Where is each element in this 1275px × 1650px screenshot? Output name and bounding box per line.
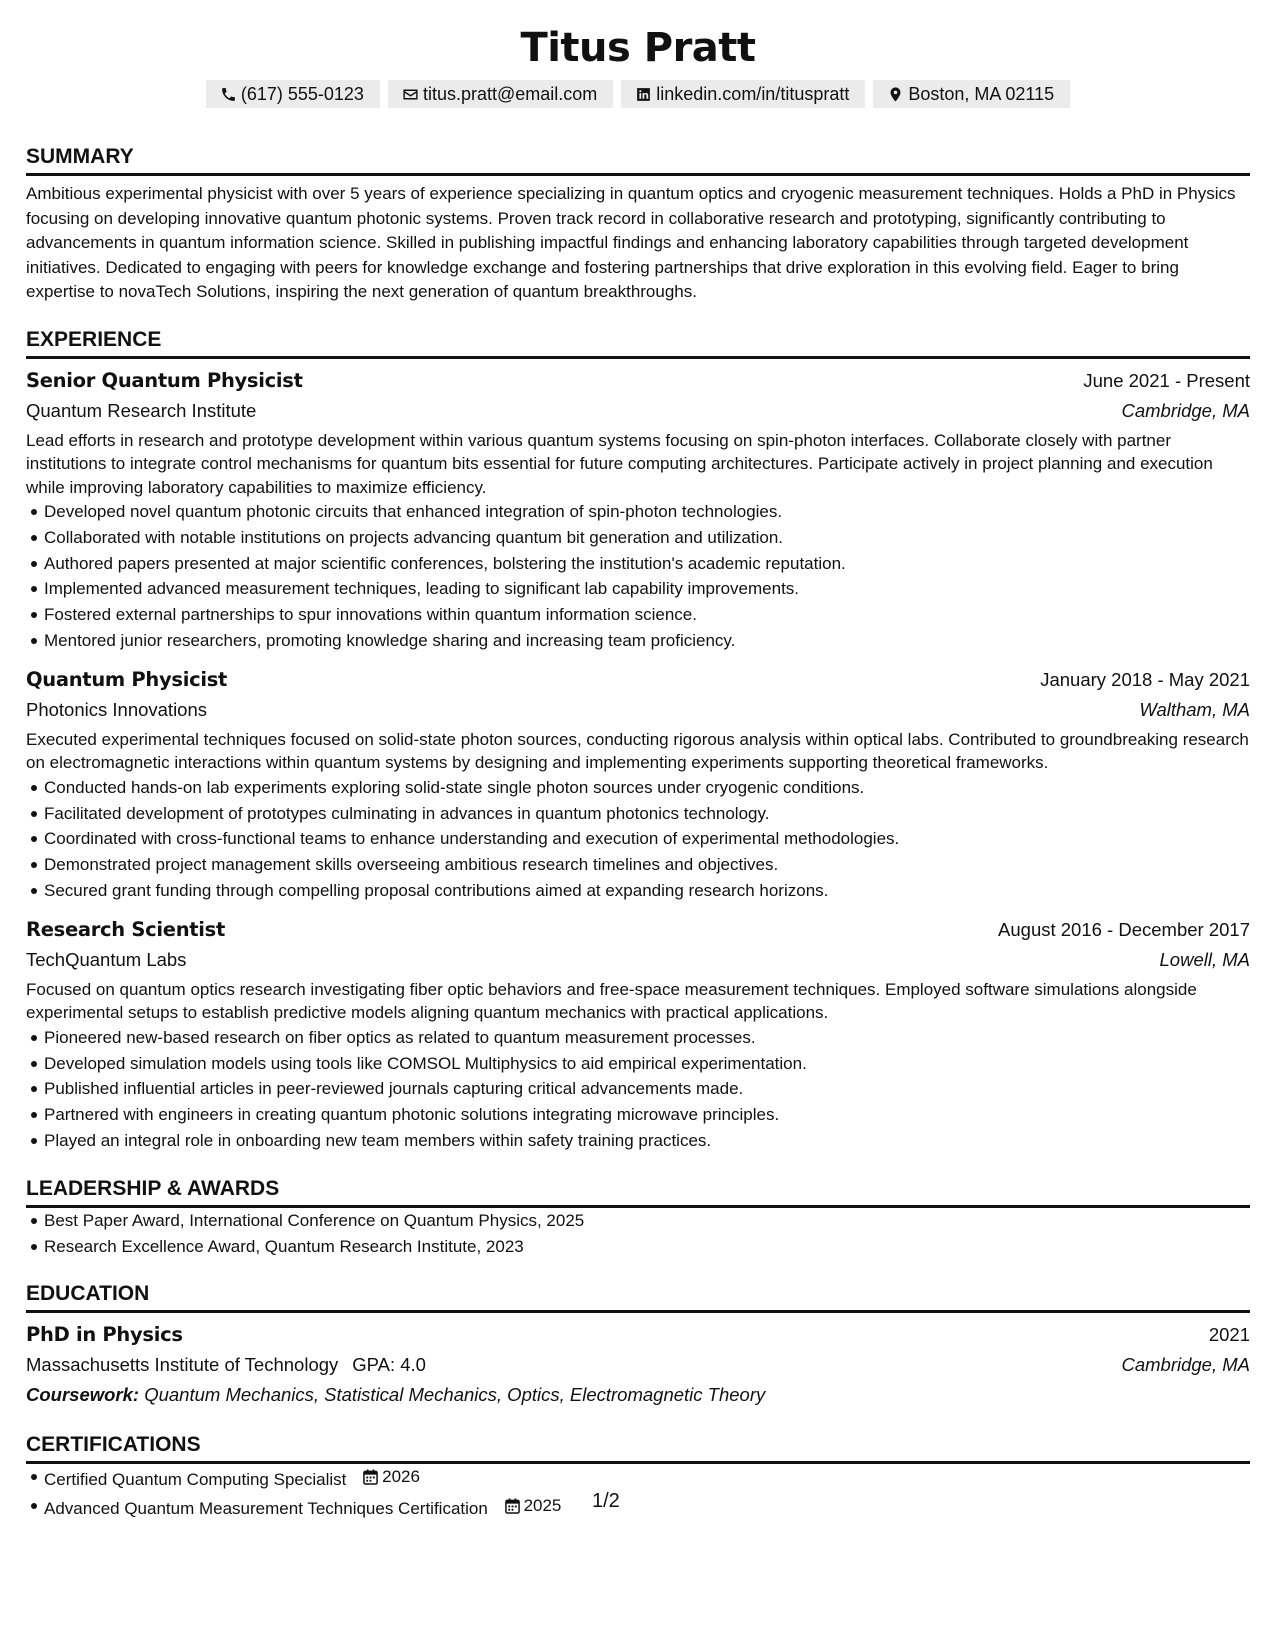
- awards-heading: LEADERSHIP & AWARDS: [26, 1176, 1250, 1208]
- certification-name: Advanced Quantum Measurement Techniques Certification: [44, 1498, 488, 1518]
- certifications-list: [26, 1464, 1250, 1521]
- awards-section: [26, 1176, 1250, 1260]
- job-title: Senior Quantum Physicist: [26, 368, 303, 392]
- job-entry: [26, 914, 1250, 1154]
- list-item: Played an integral role in onboarding new team members within safety training practices.: [44, 1128, 1250, 1154]
- experience-section: [26, 327, 1250, 1154]
- contact-phone-text: (617) 555-0123: [240, 83, 364, 104]
- job-entry: [26, 664, 1250, 904]
- envelope-icon: [402, 86, 419, 103]
- calendar-icon: [363, 1469, 378, 1485]
- list-item: Secured grant funding through compelling proposal contributions aimed at expanding research horizons.: [44, 878, 1250, 904]
- education-heading: EDUCATION: [26, 1281, 1250, 1313]
- job-bullets: [26, 499, 1250, 654]
- coursework-list: Quantum Mechanics, Statistical Mechanics, Optics, Electromagnetic Theory: [144, 1384, 766, 1406]
- job-description: Focused on quantum optics research investigating fiber optic behaviors and free-space measurement techniques. Employed software simulations alongside experimental setups to establish predictive models aligning quantum mechanics with practical applications.: [26, 979, 1197, 1023]
- coursework: [26, 1380, 1250, 1410]
- linkedin-icon: [635, 86, 652, 103]
- job-company: Photonics Innovations: [26, 698, 208, 720]
- job-entry: [26, 365, 1250, 654]
- contact-bar: [26, 80, 1250, 108]
- contact-phone[interactable]: [206, 80, 380, 108]
- calendar-icon: [505, 1498, 520, 1514]
- education-entry: [26, 1319, 1250, 1410]
- summary-text: Ambitious experimental physicist with over 5 years of experience specializing in quantum optics and cryogenic measurement techniques. Holds a PhD in Physics focusing on developing innovative quantum photonic systems. Proven track record in collaborative research and prototyping, significantly contributing to advancements in quantum information science. Skilled in publishing impactful findings and enhancing laboratory capabilities through targeted development initiatives. Dedicated to engaging with peers for knowledge exchange and fostering partnerships that drive exploration in this evolving field. Eager to bring expertise to novaTech Solutions, inspiring the next generation of quantum breakthroughs.: [26, 184, 1236, 301]
- certification-name: Certified Quantum Computing Specialist: [44, 1470, 347, 1490]
- contact-email-text: titus.pratt@email.com: [422, 83, 598, 104]
- list-item: Conducted hands-on lab experiments exploring solid-state single photon sources under cryogenic conditions.: [44, 775, 1250, 801]
- job-dates: January 2018 - May 2021: [1040, 668, 1250, 690]
- list-item: Research Excellence Award, Quantum Research Institute, 2023: [44, 1234, 1250, 1260]
- summary-section: [26, 144, 1250, 305]
- list-item: Mentored junior researchers, promoting knowledge sharing and increasing team proficiency.: [44, 628, 1250, 654]
- job-description: Executed experimental techniques focused on solid-state photon sources, conducting rigorous analysis within optical labs. Contributed to groundbreaking research on electromagnetic interactions within quantum systems by designing and implementing experiments supporting theoretical frameworks.: [26, 729, 1249, 773]
- list-item: Demonstrated project management skills overseeing ambitious research timelines and objectives.: [44, 852, 1250, 878]
- experience-heading: EXPERIENCE: [26, 327, 1250, 359]
- education-section: [26, 1281, 1250, 1410]
- job-location: Lowell, MA: [1159, 948, 1250, 970]
- list-item: Fostered external partnerships to spur innovations within quantum information science.: [44, 602, 1250, 628]
- contact-email[interactable]: [388, 80, 613, 108]
- list-item: Developed simulation models using tools like COMSOL Multiphysics to aid empirical experimentation.: [44, 1051, 1250, 1077]
- job-title: Quantum Physicist: [26, 667, 228, 691]
- list-item: Published influential articles in peer-reviewed journals capturing critical advancements made.: [44, 1076, 1250, 1102]
- certification-date: 2025: [523, 1496, 562, 1516]
- list-item: Implemented advanced measurement techniques, leading to significant lab capability improvements.: [44, 576, 1250, 602]
- graduation-year: 2021: [1208, 1324, 1250, 1346]
- job-location: Waltham, MA: [1139, 698, 1250, 720]
- list-item: Developed novel quantum photonic circuits that enhanced integration of spin-photon technologies.: [44, 499, 1250, 525]
- contact-location-text: Boston, MA 02115: [908, 83, 1055, 104]
- school-name: Massachusetts Institute of Technology: [26, 1354, 339, 1376]
- list-item: [44, 1493, 1250, 1522]
- list-item: Authored papers presented at major scientific conferences, bolstering the institution's academic reputation.: [44, 551, 1250, 577]
- list-item: Collaborated with notable institutions on projects advancing quantum bit generation and utilization.: [44, 525, 1250, 551]
- job-company: TechQuantum Labs: [26, 948, 187, 970]
- list-item: Best Paper Award, International Conference on Quantum Physics, 2025: [44, 1208, 1250, 1234]
- list-item: Pioneered new-based research on fiber optics as related to quantum measurement processes.: [44, 1025, 1250, 1051]
- list-item: Partnered with engineers in creating quantum photonic solutions integrating microwave principles.: [44, 1102, 1250, 1128]
- coursework-label: Coursework:: [26, 1384, 140, 1406]
- summary-heading: SUMMARY: [26, 144, 1250, 176]
- phone-icon: [220, 86, 237, 103]
- candidate-name: Titus Pratt: [520, 25, 756, 71]
- job-dates: August 2016 - December 2017: [998, 918, 1250, 940]
- degree: PhD in Physics: [26, 1323, 183, 1347]
- job-description: Lead efforts in research and prototype development within various quantum systems focusing on spin-photon interfaces. Collaborate closely with partner institutions to integrate control mechanisms for quantum bits essential for future computing architectures. Participate actively in project planning and execution while improving laboratory capabilities to maximize efficiency.: [26, 430, 1213, 497]
- job-location: Cambridge, MA: [1121, 399, 1250, 421]
- awards-list: [26, 1208, 1250, 1260]
- gpa: GPA: 4.0: [352, 1354, 426, 1376]
- page-number: 1/2: [592, 1490, 620, 1512]
- map-pin-icon: [887, 86, 904, 103]
- contact-linkedin-text: linkedin.com/in/tituspratt: [656, 83, 850, 104]
- certifications-heading: CERTIFICATIONS: [26, 1432, 1250, 1464]
- job-title: Research Scientist: [26, 917, 226, 941]
- certification-date: 2026: [382, 1467, 420, 1487]
- contact-linkedin[interactable]: [621, 80, 865, 108]
- certifications-section: [26, 1432, 1250, 1521]
- job-company: Quantum Research Institute: [26, 399, 257, 421]
- contact-location: [873, 80, 1070, 108]
- list-item: [44, 1464, 1250, 1493]
- job-dates: June 2021 - Present: [1083, 369, 1250, 391]
- job-bullets: [26, 775, 1250, 904]
- school-location: Cambridge, MA: [1121, 1354, 1250, 1376]
- list-item: Facilitated development of prototypes culminating in advances in quantum photonics technology.: [44, 801, 1250, 827]
- job-bullets: [26, 1025, 1250, 1154]
- list-item: Coordinated with cross-functional teams to enhance understanding and execution of experimental methodologies.: [44, 826, 1250, 852]
- resume-content: [26, 20, 1250, 1522]
